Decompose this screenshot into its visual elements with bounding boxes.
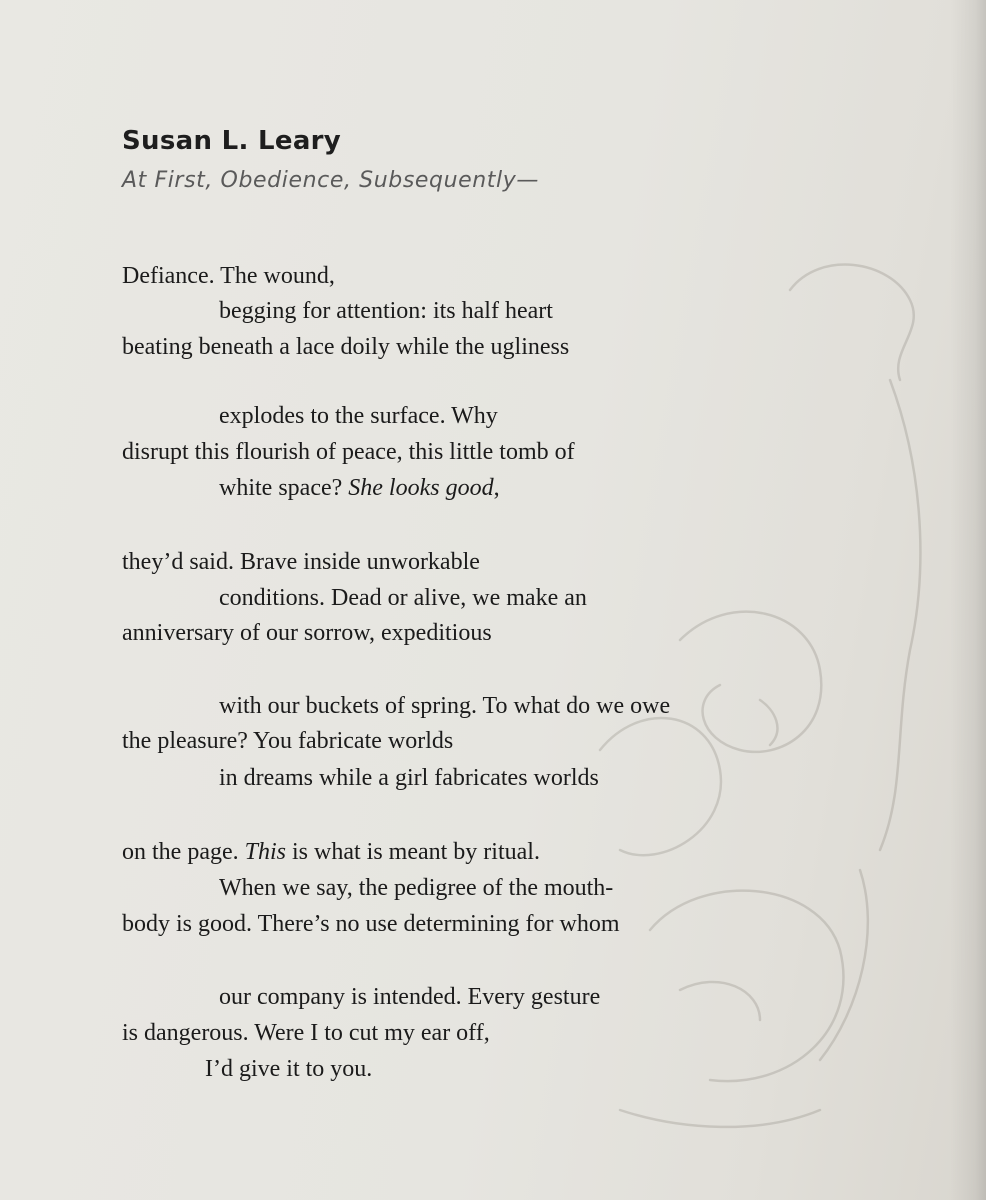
poem-line: in dreams while a girl fabricates worlds [219, 765, 599, 791]
poem-line: with our buckets of spring. To what do we owe [219, 693, 671, 719]
poem-line: body is good. There’s no use determining for whom [122, 911, 620, 937]
poem-line: they’d said. Brave inside unworkable [122, 549, 480, 575]
poem-line: When we say, the pedigree of the mouth- [219, 875, 614, 901]
poem-line: begging for attention: its half heart [219, 298, 553, 324]
italic-phrase: This [244, 839, 286, 865]
line-text: on the page. [122, 839, 245, 865]
poem-line [219, 474, 500, 502]
line-text: white space? [219, 475, 349, 501]
page-edge-shadow [950, 0, 986, 1200]
italic-phrase: She looks good [348, 475, 494, 501]
poem-line: conditions. Dead or alive, we make an [219, 585, 587, 611]
poem-title: At First, Obedience, Subsequently— [122, 168, 539, 193]
author-name: Susan L. Leary [122, 126, 342, 156]
poem-line: explodes to the surface. Why [219, 403, 498, 429]
line-text: , [493, 475, 500, 501]
poem-line: Defiance. The wound, [122, 263, 335, 289]
poem-line: disrupt this flourish of peace, this little tomb of [122, 439, 575, 465]
line-text: is what is meant by ritual. [285, 839, 540, 865]
poem-line: the pleasure? You fabricate worlds [122, 728, 454, 754]
poem-line: I’d give it to you. [205, 1056, 373, 1082]
poem-line: is dangerous. Were I to cut my ear off, [122, 1020, 490, 1046]
poem-line: our company is intended. Every gesture [219, 984, 601, 1010]
poem-line: beating beneath a lace doily while the ugliness [122, 334, 570, 360]
poem-line [122, 838, 540, 866]
poem-line: anniversary of our sorrow, expeditious [122, 620, 492, 646]
